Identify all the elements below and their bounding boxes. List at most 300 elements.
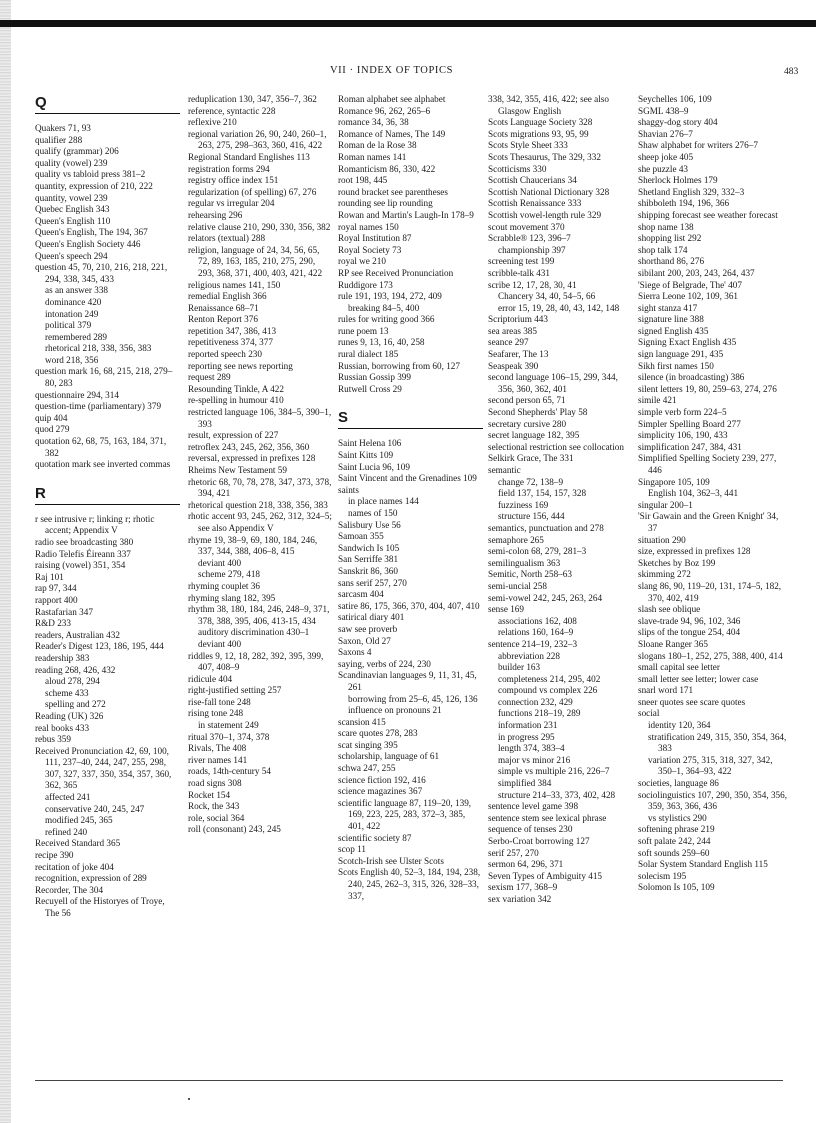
index-subentry: scheme 279, 418: [198, 569, 261, 580]
index-entry: real books 433: [35, 722, 90, 733]
index-entry: Scottish National Dictionary 328: [488, 186, 610, 197]
index-entry: silent letters 19, 80, 259–63, 274, 276: [638, 383, 777, 394]
index-entry: slash see oblique: [638, 604, 701, 615]
index-entry: Sikh first names 150: [638, 360, 714, 371]
index-entry: silence (in broadcasting) 386: [638, 372, 745, 383]
index-entry: shorthand 86, 276: [638, 256, 705, 267]
index-entry: rural dialect 185: [338, 349, 399, 360]
index-subentry: error 15, 19, 28, 40, 43, 142, 148: [498, 302, 620, 313]
index-entry: quantity, expression of 210, 222: [35, 180, 153, 191]
index-entry: rune poem 13: [338, 325, 389, 336]
index-entry: qualify (grammar) 206: [35, 146, 119, 157]
index-entry: schwa 247, 255: [338, 763, 396, 774]
index-column-2: [188, 94, 333, 836]
index-subentry: abbreviation 228: [498, 650, 560, 661]
index-subentry: builder 163: [498, 662, 541, 673]
section-letter: Q: [35, 94, 47, 111]
index-entry: secret language 182, 395: [488, 430, 580, 441]
index-entry: satire 86, 175, 366, 370, 404, 407, 410: [338, 600, 480, 611]
index-entry: social: [638, 708, 660, 719]
index-entry: Saint Lucia 96, 109: [338, 461, 410, 472]
index-entry: shibboleth 194, 196, 366: [638, 198, 730, 209]
index-entry: Sherlock Holmes 179: [638, 175, 718, 186]
section-rule: [338, 428, 483, 429]
index-subentry: in place names 144: [348, 496, 419, 507]
index-entry: Samoan 355: [338, 531, 384, 542]
index-entry: sexism 177, 368–9: [488, 882, 558, 893]
index-entry: Scots English 40, 52–3, 184, 194, 238, 240, 245, 262–3, 315, 326, 328–33, 337,: [338, 867, 481, 901]
index-entry: Recorder, The 304: [35, 884, 104, 895]
index-entry: recognition, expression of 289: [35, 873, 147, 884]
index-entry: questionnaire 294, 314: [35, 389, 119, 400]
index-subentry: intonation 249: [45, 308, 99, 319]
index-entry: ridicule 404: [188, 673, 233, 684]
section-letter: R: [35, 484, 46, 502]
index-entry: roll (consonant) 243, 245: [188, 824, 281, 835]
index-entry: scansion 415: [338, 716, 386, 727]
index-entry: relative clause 210, 290, 330, 356, 382: [188, 221, 331, 232]
index-entry: soft sounds 259–60: [638, 847, 710, 858]
index-entry: sentence stem see lexical phrase: [488, 812, 607, 823]
index-entry: second person 65, 71: [488, 395, 566, 406]
index-entry: scout movement 370: [488, 221, 565, 232]
index-entry: softening phrase 219: [638, 824, 715, 835]
index-subentry: deviant 400: [198, 638, 242, 649]
index-entry: Signing Exact English 435: [638, 337, 737, 348]
index-entry: rounding see lip rounding: [338, 198, 433, 209]
index-entry: sea areas 385: [488, 325, 537, 336]
index-entry: rise-fall tone 248: [188, 696, 251, 707]
index-entry: sex variation 342: [488, 893, 552, 904]
index-entry: Roman alphabet see alphabet: [338, 94, 446, 104]
index-subentry: compound vs complex 226: [498, 685, 598, 696]
index-entry: Scots Language Society 328: [488, 117, 593, 128]
index-subentry: scheme 433: [45, 687, 89, 698]
index-entry: Romanticism 86, 330, 422: [338, 163, 436, 174]
index-subentry: major vs minor 216: [498, 754, 571, 765]
index-entry: shop talk 174: [638, 244, 688, 255]
index-entry: scientific language 87, 119–20, 139, 169, 223, 225, 283, 372–3, 385, 401, 422: [338, 797, 472, 832]
index-entry: royal names 150: [338, 221, 399, 232]
index-entry: scribe 12, 17, 28, 30, 41: [488, 279, 577, 290]
index-entry: Roman names 141: [338, 151, 407, 162]
index-entry: readership 383: [35, 652, 90, 663]
index-entry: Renaissance 68–71: [188, 302, 259, 313]
index-entry: question-time (parliamentary) 379: [35, 401, 162, 412]
section-gap: [338, 395, 483, 409]
index-entry: sign language 291, 435: [638, 349, 724, 360]
index-subentry: names of 150: [348, 508, 398, 518]
index-subentry: aloud 278, 294: [45, 676, 100, 687]
index-subentry: simple vs multiple 216, 226–7: [498, 766, 610, 777]
index-column-3: [338, 94, 483, 902]
index-entry: retroflex 243, 245, 262, 356, 360: [188, 441, 310, 452]
index-entry: slips of the tongue 254, 404: [638, 627, 741, 638]
index-entry: sarcasm 404: [338, 589, 384, 600]
index-entry: San Serriffe 381: [338, 554, 399, 565]
index-subentry: structure 156, 444: [498, 511, 565, 522]
index-entry: right-justified setting 257: [188, 685, 282, 696]
index-entry: quotation mark see inverted commas: [35, 459, 171, 470]
index-subentry: vs stylistics 290: [648, 812, 707, 823]
index-subentry: functions 218–19, 289: [498, 708, 581, 719]
index-subentry: Chancery 34, 40, 54–5, 66: [498, 291, 596, 302]
index-entry: regularization (of spelling) 67, 276: [188, 186, 317, 197]
section-rule: [35, 504, 180, 505]
index-entry: skimming 272: [638, 569, 691, 580]
index-entry: rising tone 248: [188, 708, 244, 719]
index-entry: small letter see letter; lower case: [638, 673, 759, 684]
index-entry: road signs 308: [188, 778, 242, 789]
index-subentry: modified 245, 365: [45, 815, 113, 826]
index-entry: selectional restriction see collocation: [488, 441, 624, 452]
index-entry: semantic: [488, 465, 521, 475]
index-entry: sight stanza 417: [638, 302, 698, 313]
index-entry: Scots migrations 93, 95, 99: [488, 128, 589, 139]
index-entry: R&D 233: [35, 618, 71, 629]
index-entry: request 289: [188, 372, 231, 383]
page-binding-shadow: [0, 0, 11, 1123]
index-entry: quality vs tabloid press 381–2: [35, 169, 146, 180]
top-rule: [0, 20, 816, 27]
index-entry: Queen's speech 294: [35, 250, 108, 261]
index-entry: quip 404: [35, 412, 68, 423]
index-entry: Russian Gossip 399: [338, 372, 411, 383]
index-entry: 'Sir Gawain and the Green Knight' 34, 37: [638, 511, 779, 533]
index-entry: royal we 210: [338, 256, 386, 267]
index-entry: Saint Helena 106: [338, 438, 402, 449]
index-entry: qualifier 288: [35, 134, 83, 145]
index-entry: she puzzle 43: [638, 163, 689, 174]
index-entry: SGML 438–9: [638, 105, 689, 116]
index-entry: slang 86, 90, 119–20, 131, 174–5, 182, 370, 402, 419: [638, 580, 782, 603]
index-entry: rap 97, 344: [35, 583, 77, 594]
index-entry: rebus 359: [35, 734, 71, 745]
index-entry: Scriptorium 443: [488, 314, 548, 325]
index-entry: Scottish Renaissance 333: [488, 198, 582, 209]
index-entry: saying, verbs of 224, 230: [338, 658, 431, 669]
index-entry: reflexive 210: [188, 117, 237, 128]
index-entry: Solomon Is 105, 109: [638, 882, 715, 893]
index-entry: sentence level game 398: [488, 801, 579, 812]
index-entry: reduplication 130, 347, 356–7, 362: [188, 94, 317, 104]
index-entry: sequence of tenses 230: [488, 824, 573, 835]
index-entry: Semitic, North 258–63: [488, 569, 572, 580]
index-entry: remedial English 366: [188, 291, 267, 302]
index-entry: Simplified Spelling Society 239, 277, 446: [638, 453, 777, 475]
index-entry: Rheims New Testament 59: [188, 465, 287, 475]
index-entry: scare quotes 278, 283: [338, 728, 418, 739]
index-entry: slogans 180–1, 252, 275, 388, 400, 414: [638, 650, 783, 661]
index-entry: root 198, 445: [338, 175, 388, 186]
index-entry: Scottish Chaucerians 34: [488, 175, 577, 186]
index-subentry: borrowing from 25–6, 45, 126, 136: [348, 693, 478, 704]
index-entry: shipping forecast see weather forecast: [638, 209, 778, 220]
index-entry: scientific society 87: [338, 832, 412, 843]
index-subentry: structure 214–33, 373, 402, 428: [498, 789, 616, 800]
index-entry: Rock, the 343: [188, 801, 240, 812]
index-entry: situation 290: [638, 534, 686, 545]
index-subentry: dominance 420: [45, 296, 102, 307]
index-entry: Salisbury Use 56: [338, 519, 401, 530]
index-entry: shop name 138: [638, 221, 694, 232]
index-entry: sibilant 200, 203, 243, 264, 437: [638, 267, 755, 278]
index-entry: Rowan and Martin's Laugh-In 178–9: [338, 209, 474, 220]
index-entry: Scrabble® 123, 396–7: [488, 233, 571, 244]
index-entry: Saxons 4: [338, 647, 372, 658]
index-entry: Saint Kitts 109: [338, 450, 394, 461]
index-entry: signed English 435: [638, 325, 709, 336]
index-entry: Received Standard 365: [35, 838, 121, 849]
index-entry: simile 421: [638, 395, 677, 406]
index-entry: raising (vowel) 351, 354: [35, 560, 126, 571]
index-entry: scat singing 395: [338, 739, 398, 750]
index-entry: Resounding Tinkle, A 422: [188, 383, 284, 394]
index-entry: Second Shepherds' Play 58: [488, 407, 588, 418]
index-subentry: field 137, 154, 157, 328: [498, 488, 587, 499]
index-entry: simple verb form 224–5: [638, 407, 727, 418]
index-subentry: stratification 249, 315, 350, 354, 364, 383: [648, 731, 787, 754]
index-subentry: identity 120, 364: [648, 720, 711, 731]
index-entry: Quakers 71, 93: [35, 123, 91, 133]
index-entry: recipe 390: [35, 850, 74, 861]
index-entry: satirical diary 401: [338, 612, 405, 623]
index-entry: scop 11: [338, 844, 366, 855]
index-entry: soft palate 242, 244: [638, 836, 711, 846]
index-entry: Scotch-Irish see Ulster Scots: [338, 855, 444, 866]
index-entry: Recuyell of the Historyes of Troye, The 56: [35, 896, 165, 918]
index-entry: Russian, borrowing from 60, 127: [338, 360, 460, 371]
index-entry: role, social 364: [188, 812, 245, 823]
index-entry: quantity, vowel 239: [35, 192, 108, 203]
index-subentry: simplified 384: [498, 778, 552, 789]
index-entry: sense 169: [488, 604, 524, 615]
index-entry: Seaspeak 390: [488, 360, 539, 371]
index-subentry: change 72, 138–9: [498, 476, 564, 487]
index-entry: signature line 388: [638, 314, 704, 325]
index-entry: sociolinguistics 107, 290, 350, 354, 356, 359, 363, 366, 436: [638, 789, 788, 812]
index-subentry: in statement 249: [198, 720, 259, 731]
index-entry: saints: [338, 484, 359, 495]
index-entry: Seafarer, The 13: [488, 349, 549, 360]
index-entry: RP see Received Pronunciation: [338, 267, 454, 278]
index-entry: result, expression of 227: [188, 430, 279, 441]
index-entry: Solar System Standard English 115: [638, 859, 768, 870]
index-entry: Royal Institution 87: [338, 233, 412, 244]
index-entry: sheep joke 405: [638, 151, 694, 162]
index-entry: reading 268, 426, 432: [35, 664, 116, 675]
index-subentry: remembered 289: [45, 331, 107, 342]
index-subentry: length 374, 383–4: [498, 743, 565, 754]
index-entry: size, expressed in prefixes 128: [638, 546, 751, 557]
index-entry: Royal Society 73: [338, 244, 402, 255]
index-entry: sans serif 257, 270: [338, 577, 407, 588]
index-entry: reference, syntactic 228: [188, 105, 276, 116]
index-entry: slave-trade 94, 96, 102, 346: [638, 615, 741, 626]
index-entry: Selkirk Grace, The 331: [488, 453, 574, 464]
index-entry: Roman de la Rose 38: [338, 140, 417, 151]
index-entry: 'Siege of Belgrade, The' 407: [638, 279, 742, 290]
index-entry: secretary cursive 280: [488, 418, 567, 429]
index-entry: Queen's English Society 446: [35, 238, 141, 249]
index-column-4: [488, 94, 633, 906]
section-letter: S: [338, 409, 349, 427]
index-subentry: completeness 214, 295, 402: [498, 673, 601, 684]
index-entry: Renton Report 376: [188, 314, 258, 325]
index-entry: Scandinavian languages 9, 11, 31, 45, 261: [338, 670, 477, 692]
index-entry: snarl word 171: [638, 685, 694, 696]
index-entry: rules for writing good 366: [338, 314, 435, 325]
index-column-5: [638, 94, 788, 894]
index-entry: Rivals, The 408: [188, 743, 247, 754]
index-entry: semantics, punctuation and 278: [488, 522, 604, 533]
index-entry: Singapore 105, 109: [638, 476, 710, 487]
index-subentry: breaking 84–5, 400: [348, 302, 420, 313]
index-subentry: in progress 295: [498, 731, 555, 742]
index-subentry: refined 240: [45, 826, 88, 837]
index-entry: rhotic accent 93, 245, 262, 312, 324–5; see also Appendix V: [188, 511, 332, 533]
index-entry: restricted language 106, 384–5, 390–1, 393: [188, 407, 332, 429]
index-entry: science magazines 367: [338, 786, 423, 797]
index-entry: ritual 370–1, 374, 378: [188, 731, 270, 742]
index-entry: shopping list 292: [638, 233, 702, 244]
index-entry: Sierra Leone 102, 109, 361: [638, 291, 739, 302]
index-subentry: conservative 240, 245, 247: [45, 803, 145, 814]
index-entry: Seven Types of Ambiguity 415: [488, 870, 603, 881]
index-entry: re-spelling in humour 410: [188, 395, 284, 406]
index-entry: rehearsing 296: [188, 209, 243, 220]
index-entry: Queen's English, The 194, 367: [35, 227, 148, 238]
index-entry: recitation of joke 404: [35, 861, 114, 872]
index-entry: Scots Thesaurus, The 329, 332: [488, 151, 601, 162]
index-entry: Radio Telefis Éireann 337: [35, 548, 131, 559]
index-entry: semi-vowel 242, 245, 263, 264: [488, 592, 603, 603]
index-entry: Queen's English 110: [35, 215, 111, 226]
running-head: VII · INDEX OF TOPICS: [330, 65, 454, 76]
index-entry: Raj 101: [35, 571, 64, 582]
index-entry: Romance 96, 262, 265–6: [338, 105, 431, 116]
index-entry: registration forms 294: [188, 163, 270, 174]
index-column-1: [35, 94, 180, 920]
index-entry: Simpler Spelling Board 277: [638, 418, 741, 429]
index-entry: societies, language 86: [638, 778, 719, 789]
index-subentry: as an answer 338: [45, 285, 109, 296]
index-entry: solecism 195: [638, 870, 687, 881]
index-entry: quod 279: [35, 424, 70, 435]
index-entry: Reading (UK) 326: [35, 710, 104, 721]
index-entry: Ruddigore 173: [338, 279, 393, 290]
section-rule: [35, 113, 180, 114]
index-entry: Shavian 276–7: [638, 128, 693, 139]
index-entry: reversal, expressed in prefixes 128: [188, 453, 316, 464]
index-entry: semilingualism 363: [488, 557, 561, 568]
index-entry: quotation 62, 68, 75, 163, 184, 371, 382: [35, 436, 167, 458]
index-subentry: associations 162, 408: [498, 615, 577, 626]
index-subentry: rhetorical 218, 338, 356, 383: [45, 343, 152, 354]
index-entry: Rocket 154: [188, 789, 231, 800]
index-entry: runes 9, 13, 16, 40, 258: [338, 337, 425, 348]
index-entry: sneer quotes see scare quotes: [638, 696, 746, 707]
index-entry: singular 200–1: [638, 499, 693, 510]
index-entry: question 45, 70, 210, 216, 218, 221, 294, 338, 345, 433: [35, 262, 168, 284]
index-entry: Romance of Names, The 149: [338, 128, 446, 139]
index-entry: roads, 14th-century 54: [188, 766, 271, 777]
index-subentry: influence on pronouns 21: [348, 705, 442, 716]
index-subentry: word 218, 356: [45, 354, 99, 365]
index-entry: Sketches by Boz 199: [638, 557, 716, 568]
index-subentry: championship 397: [498, 244, 566, 255]
index-entry: rhetorical question 218, 338, 356, 383: [188, 499, 328, 510]
index-entry: Saint Vincent and the Grenadines 109: [338, 473, 477, 484]
index-entry: semi-colon 68, 279, 281–3: [488, 546, 587, 557]
index-entry: screening test 199: [488, 256, 555, 267]
index-entry: Serbo-Croat borrowing 127: [488, 836, 590, 846]
index-entry: Regional Standard Englishes 113: [188, 151, 310, 162]
index-entry: shaggy-dog story 404: [638, 117, 718, 128]
index-entry: semi-uncial 258: [488, 580, 547, 591]
index-entry: rhyme 19, 38–9, 69, 180, 184, 246, 337, 344, 388, 406–8, 415: [188, 534, 318, 557]
index-entry: scholarship, language of 61: [338, 751, 440, 762]
index-entry: registry office index 151: [188, 175, 279, 186]
index-entry: serif 257, 270: [488, 847, 539, 858]
index-entry: reported speech 230: [188, 349, 262, 360]
index-entry: readers, Australian 432: [35, 629, 120, 640]
index-entry: Scotticisms 330: [488, 163, 547, 174]
index-entry: saw see proverb: [338, 623, 398, 634]
index-subentry: affected 241: [45, 792, 91, 803]
index-entry: repetition 347, 386, 413: [188, 325, 277, 336]
index-subentry: political 379: [45, 320, 92, 331]
index-subentry: auditory discrimination 430–1: [198, 627, 310, 638]
index-entry: rhyming slang 182, 395: [188, 592, 276, 603]
index-subentry: information 231: [498, 720, 558, 731]
index-entry: sermon 64, 296, 371: [488, 859, 564, 870]
index-entry: Sloane Ranger 365: [638, 638, 708, 649]
index-entry: rapport 400: [35, 594, 78, 605]
index-subentry: connection 232, 429: [498, 696, 573, 707]
index-entry: Saxon, Old 27: [338, 635, 391, 646]
index-entry: Shaw alphabet for writers 276–7: [638, 140, 758, 151]
index-entry: rhyming couplet 36: [188, 580, 260, 591]
index-entry: romance 34, 36, 38: [338, 117, 409, 128]
index-entry: reporting see news reporting: [188, 360, 293, 371]
index-entry: regional variation 26, 90, 240, 260–1, 263, 275, 298–363, 360, 416, 422: [188, 128, 327, 151]
index-entry: Shetland English 329, 332–3: [638, 186, 745, 197]
index-entry: riddles 9, 12, 18, 282, 392, 395, 399, 407, 408–9: [188, 650, 324, 673]
index-entry: repetitiveness 374, 377: [188, 337, 273, 348]
index-entry: seance 297: [488, 337, 529, 348]
index-entry: relators (textual) 288: [188, 233, 266, 244]
index-subentry: English 104, 362–3, 441: [648, 488, 739, 499]
index-entry: rule 191, 193, 194, 272, 409: [338, 291, 442, 302]
index-subentry: relations 160, 164–9: [498, 627, 574, 638]
index-entry: scribble-talk 431: [488, 267, 550, 278]
index-entry: Seychelles 106, 109: [638, 94, 712, 104]
footer-rule: [35, 1080, 783, 1081]
print-speck: [188, 1098, 190, 1100]
index-entry: river names 141: [188, 754, 248, 765]
index-entry: r see intrusive r; linking r; rhotic accent; Appendix V: [35, 513, 155, 536]
index-entry: simplicity 106, 190, 433: [638, 430, 728, 441]
index-entry: Rastafarian 347: [35, 606, 93, 617]
index-subentry: deviant 400: [198, 557, 242, 568]
index-entry: Received Pronunciation 42, 69, 100, 111, 237–40, 244, 247, 255, 298, 307, 327, 337, 350, 354, 357, 360, 362, 365: [35, 745, 172, 791]
section-gap: [35, 471, 180, 485]
index-entry: round bracket see parentheses: [338, 186, 448, 197]
index-entry: semaphore 265: [488, 534, 544, 545]
index-entry: science fiction 192, 416: [338, 774, 426, 785]
index-entry: question mark 16, 68, 215, 218, 279–80, 283: [35, 366, 173, 389]
